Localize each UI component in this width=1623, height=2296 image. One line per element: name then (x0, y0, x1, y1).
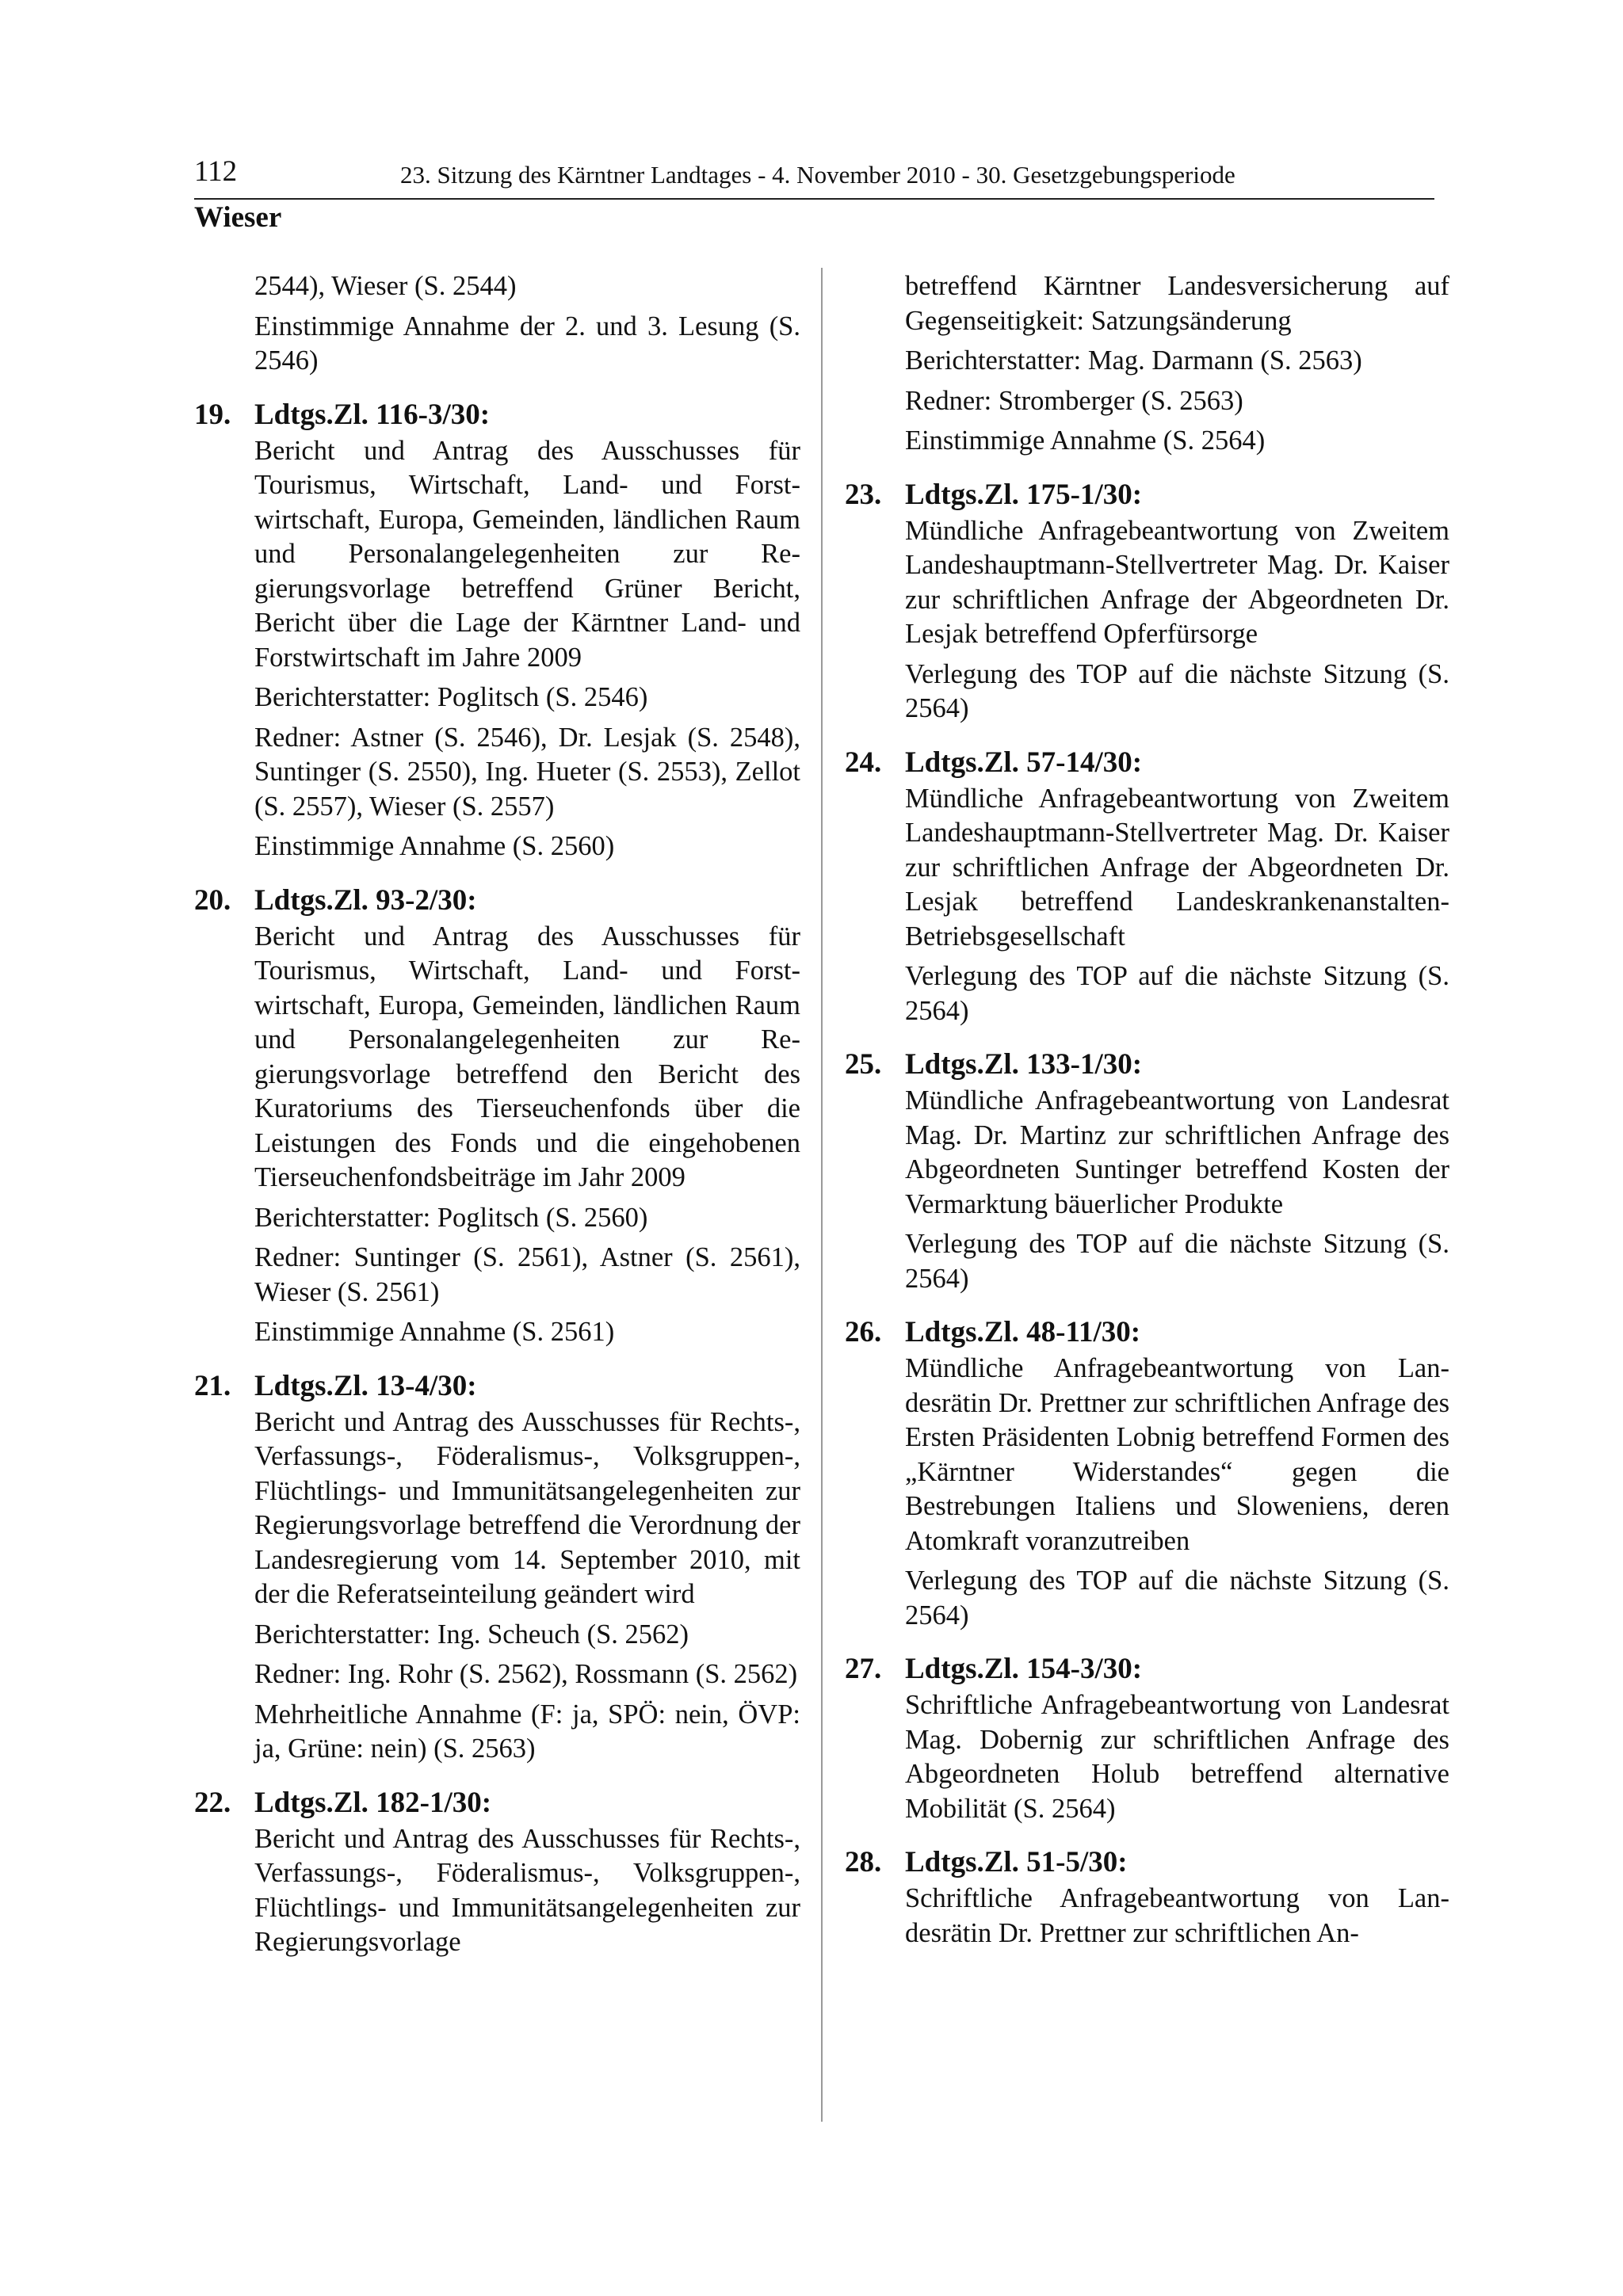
agenda-item (194, 1784, 800, 1960)
agenda-item (845, 1650, 1449, 1826)
agenda-item-title: Ldtgs.Zl. 13-4/30: (254, 1369, 477, 1402)
agenda-item-title: Ldtgs.Zl. 57-14/30: (905, 746, 1143, 779)
agenda-paragraph: Berichterstatter: Poglitsch (S. 2560) (254, 1202, 648, 1233)
continuation-paragraph: 2544), Wieser (S. 2544) (254, 271, 517, 301)
agenda-paragraph: Bericht und Antrag des Ausschusses für Tourismus, Wirtschaft, Land- und Forstwirtschaft, Europa, Gemeinden, ländlichen Raum und Personalangelegenheiten zur Regierungsvorlage betreffend den Bericht des Kuratoriums des Tierseuchenfonds über die Leistungen des Fonds und die eingehobenen Tierseuchenfondsbeiträge im Jahr 2009 (254, 921, 800, 1192)
agenda-item-body (905, 782, 1449, 1029)
agenda-item-number: 26. (845, 1316, 882, 1348)
agenda-item-body (254, 1822, 800, 1960)
agenda-paragraph: Redner: Astner (S. 2546), Dr. Lesjak (S. 2548), Suntinger (S. 2550), Ing. Hueter (S. 2553), Zellot (S. 2557), Wieser (S. 2557) (254, 722, 800, 822)
agenda-item-number: 22. (194, 1786, 231, 1819)
agenda-paragraph: Mündliche Anfragebeantwortung von Zweitem Landeshauptmann-Stellvertreter Mag. Dr. Kaiser zur schriftlichen Anfrage der Abgeordneten Dr. Lesjak betreffend Opferfürsorge (905, 515, 1449, 649)
continuation-paragraph: Berichterstatter: Mag. Darmann (S. 2563) (905, 345, 1362, 376)
agenda-item-number: 27. (845, 1653, 882, 1685)
agenda-item-number: 20. (194, 883, 231, 917)
agenda-paragraph: Bericht und Antrag des Ausschusses für Rechts-, Verfassungs-, Föderalismus-, Volksgruppen-, Flüchtlings- und Immunitätsangelegenheiten zur Regierungsvorlage (254, 1823, 800, 1957)
agenda-item-body (254, 1405, 800, 1767)
agenda-paragraph: Bericht und Antrag des Ausschusses für Tourismus, Wirtschaft, Land- und Forstwirtschaft, Europa, Gemeinden, ländlichen Raum und Personalangelegenheiten zur Regierungsvorlage betreffend Grüner Bericht, Bericht über die Lage der Kärntner Land- und Forstwirtschaft im Jahre 2009 (254, 435, 800, 673)
continuation-block (905, 269, 1449, 459)
agenda-item (845, 476, 1449, 727)
agenda-paragraph: Mündliche Anfragebeantwortung von Landesrätin Dr. Prettner zur schriftlichen Anfrage des Ersten Präsidenten Lobnig betreffend Formen des „Kärntner Widerstandes“ gegen die Bestrebungen Italiens und Sloweniens, deren Atomkraft voranzutreiben (905, 1353, 1449, 1556)
agenda-item-title: Ldtgs.Zl. 116-3/30: (254, 398, 491, 431)
agenda-item-number: 23. (845, 478, 882, 511)
agenda-item-number: 25. (845, 1048, 882, 1081)
column-divider (821, 268, 823, 2122)
agenda-item-title: Ldtgs.Zl. 175-1/30: (905, 478, 1143, 511)
agenda-item-body (905, 1352, 1449, 1633)
agenda-item-heading (194, 1367, 800, 1405)
agenda-item-heading (194, 396, 800, 434)
agenda-item (194, 882, 800, 1350)
agenda-item-heading (194, 882, 800, 920)
agenda-item (845, 744, 1449, 1029)
agenda-paragraph: Bericht und Antrag des Ausschusses für Rechts-, Verfassungs-, Föderalismus-, Volksgruppen-, Flüchtlings- und Immunitätsangelegenheiten zur Regierungsvorlage betreffend die Verordnung der Landesregierung vom 14. September 2010, mit der die Referatseinteilung geändert wird (254, 1406, 800, 1609)
agenda-paragraph: Einstimmige Annahme (S. 2560) (254, 831, 615, 861)
left-column (194, 269, 800, 1960)
agenda-item-heading (845, 744, 1449, 782)
agenda-paragraph: Mehrheitliche Annahme (F: ja, SPÖ: nein, ÖVP: ja, Grüne: nein) (S. 2563) (254, 1699, 800, 1764)
agenda-item-title: Ldtgs.Zl. 182-1/30: (254, 1786, 492, 1819)
continuation-paragraph: Einstimmige Annahme der 2. und 3. Lesung (S. 2546) (254, 311, 800, 376)
agenda-item-number: 28. (845, 1846, 882, 1878)
agenda-paragraph: Redner: Ing. Rohr (S. 2562), Rossmann (S. 2562) (254, 1659, 798, 1689)
agenda-paragraph: Verlegung des TOP auf die nächste Sitzung (S. 2564) (905, 1229, 1449, 1294)
agenda-item-number: 24. (845, 746, 882, 779)
agenda-item-title: Ldtgs.Zl. 154-3/30: (905, 1653, 1143, 1685)
agenda-item-heading (194, 1784, 800, 1822)
continuation-paragraph: Redner: Stromberger (S. 2563) (905, 385, 1243, 416)
agenda-item-number: 19. (194, 398, 231, 431)
agenda-item-heading (845, 1844, 1449, 1882)
agenda-paragraph: Redner: Suntinger (S. 2561), Astner (S. 2561), Wieser (S. 2561) (254, 1242, 800, 1307)
agenda-item-body (254, 434, 800, 864)
agenda-item-heading (845, 1046, 1449, 1084)
agenda-item-heading (845, 476, 1449, 514)
agenda-paragraph: Berichterstatter: Poglitsch (S. 2546) (254, 682, 648, 712)
agenda-item-body (905, 514, 1449, 727)
agenda-item-title: Ldtgs.Zl. 51-5/30: (905, 1846, 1128, 1878)
agenda-paragraph: Mündliche Anfragebeantwortung von Landesrat Mag. Dr. Martinz zur schriftlichen Anfrage des Abgeordneten Suntinger betreffend Kosten der Vermarktung bäuerlicher Produkte (905, 1085, 1449, 1219)
continuation-block (254, 269, 800, 379)
running-header-title: 23. Sitzung des Kärntner Landtages - 4. November 2010 - 30. Gesetzgebungsperiode (400, 161, 1235, 189)
agenda-paragraph: Schriftliche Anfragebeantwortung von Landesrätin Dr. Prettner zur schriftlichen An- (905, 1883, 1449, 1948)
agenda-item-heading (845, 1314, 1449, 1352)
continuation-paragraph: Einstimmige Annahme (S. 2564) (905, 425, 1266, 456)
agenda-item-title: Ldtgs.Zl. 93-2/30: (254, 883, 477, 917)
agenda-item (845, 1844, 1449, 1951)
agenda-item (194, 1367, 800, 1767)
agenda-item-body (905, 1688, 1449, 1826)
page-number: 112 (194, 155, 238, 188)
agenda-item-body (254, 920, 800, 1350)
agenda-item-heading (845, 1650, 1449, 1688)
agenda-item (845, 1046, 1449, 1296)
right-column (845, 269, 1449, 1951)
agenda-paragraph: Schriftliche Anfragebeantwortung von Landesrat Mag. Dobernig zur schriftlichen Anfrage des Abgeordneten Holub betreffend alternative Mobilität (S. 2564) (905, 1690, 1449, 1824)
header-rule (194, 198, 1434, 200)
agenda-item-title: Ldtgs.Zl. 133-1/30: (905, 1048, 1143, 1081)
continuation-paragraph: betreffend Kärntner Landesversicherung auf Gegenseitigkeit: Satzungsänderung (905, 271, 1449, 336)
agenda-item-number: 21. (194, 1369, 231, 1402)
agenda-item (194, 396, 800, 864)
agenda-paragraph: Berichterstatter: Ing. Scheuch (S. 2562) (254, 1619, 689, 1650)
agenda-paragraph: Verlegung des TOP auf die nächste Sitzung (S. 2564) (905, 1566, 1449, 1630)
agenda-item-title: Ldtgs.Zl. 48-11/30: (905, 1316, 1141, 1348)
agenda-paragraph: Verlegung des TOP auf die nächste Sitzung (S. 2564) (905, 961, 1449, 1026)
agenda-paragraph: Verlegung des TOP auf die nächste Sitzung (S. 2564) (905, 658, 1449, 723)
agenda-item-body (905, 1084, 1449, 1296)
agenda-item-body (905, 1882, 1449, 1951)
agenda-paragraph: Mündliche Anfragebeantwortung von Zweitem Landeshauptmann-Stellvertreter Mag. Dr. Kaiser zur schriftlichen Anfrage der Abgeordneten Dr. Lesjak betreffend Landeskrankenanstalten-Betriebsgesellschaft (905, 783, 1449, 952)
agenda-paragraph: Einstimmige Annahme (S. 2561) (254, 1317, 615, 1347)
agenda-item (845, 1314, 1449, 1633)
speaker-name: Wieser (194, 201, 282, 234)
